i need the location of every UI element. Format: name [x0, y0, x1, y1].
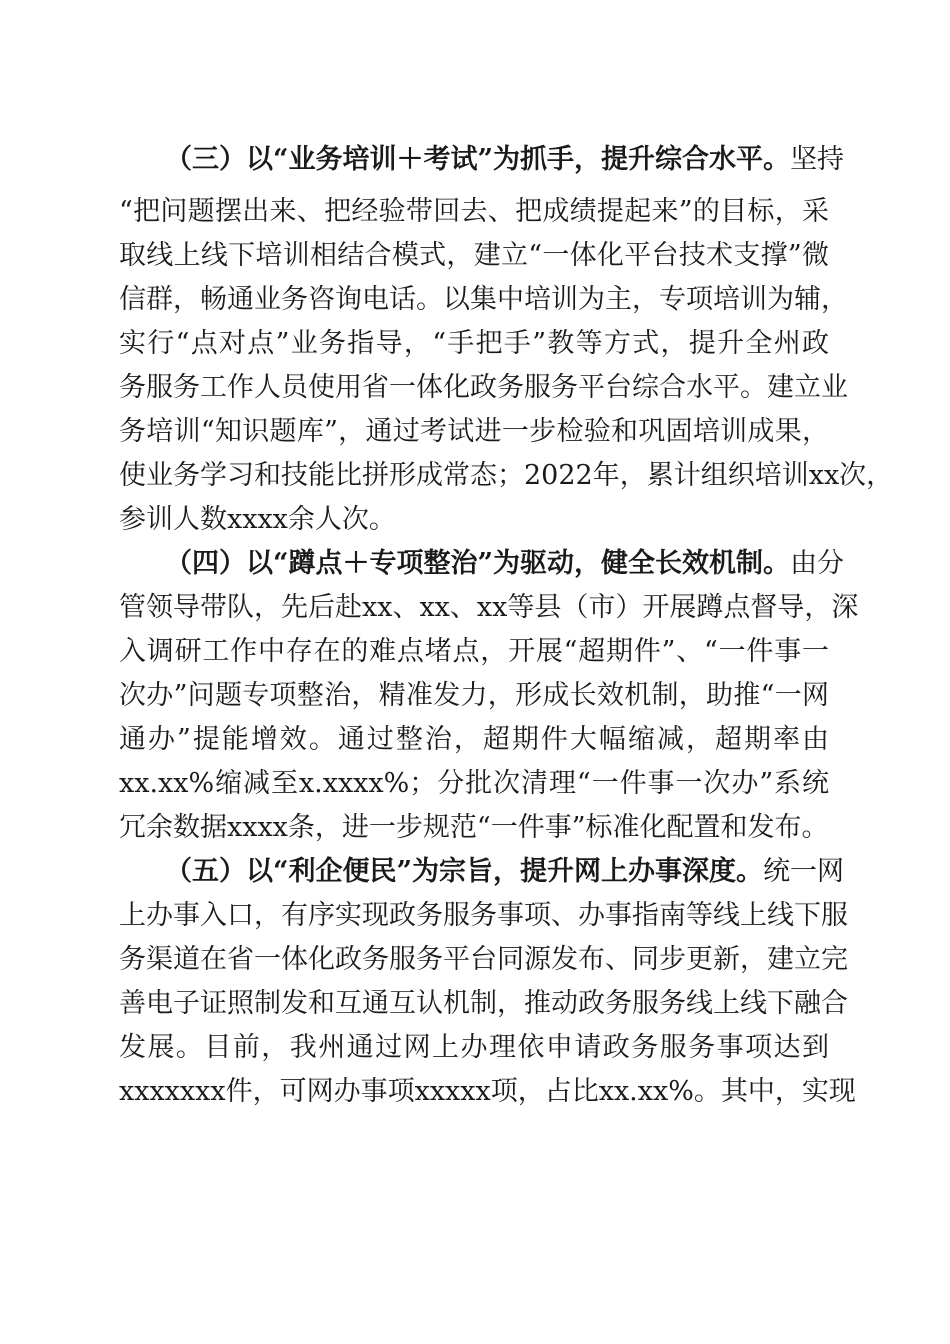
paragraph-4-line-1: [165, 544, 845, 584]
paragraph-4-line-6: xx.xx%缩减至x.xxxx%；分批次清理“一件事一次办”系统: [119, 768, 829, 799]
paragraph-4-line-7: 冗余数据xxxx条，进一步规范“一件事”标准化配置和发布。: [119, 812, 829, 843]
paragraph-5-line-5: 发展。目前，我州通过网上办理依申请政务服务事项达到: [119, 1032, 829, 1063]
paragraph-3-line-3: 取线上线下培训相结合模式，建立“一体化平台技术支撑”微: [119, 240, 829, 271]
paragraph-4-line-4: 次办”问题专项整治，精准发力，形成长效机制，助推“一网: [119, 680, 829, 711]
paragraph-3-heading: （三）以“业务培训＋考试”为抓手，提升综合水平。: [165, 144, 791, 175]
paragraph-3-line-5: 实行“点对点”业务指导，“手把手”教等方式，提升全州政: [119, 328, 829, 359]
paragraph-3-line-9: 参训人数xxxx余人次。: [119, 504, 396, 535]
paragraph-3-line-2: “把问题摆出来、把经验带回去、把成绩提起来”的目标，采: [119, 196, 829, 227]
paragraph-3-line-4: 信群，畅通业务咨询电话。以集中培训为主，专项培训为辅，: [119, 284, 848, 315]
paragraph-5-line-6: xxxxxxx件，可网办事项xxxxx项，占比xx.xx%。其中，实现: [119, 1076, 856, 1107]
paragraph-3-line-8: 使业务学习和技能比拼形成常态；2022年，累计组织培训xx次，: [119, 460, 894, 491]
paragraph-3-line-7: 务培训“知识题库”，通过考试进一步检验和巩固培训成果，: [119, 416, 829, 447]
paragraph-5-heading: （五）以“利企便民”为宗旨，提升网上办事深度。: [165, 856, 764, 887]
paragraph-3-line-6: 务服务工作人员使用省一体化政务服务平台综合水平。建立业: [119, 372, 848, 403]
paragraph-5-line-2: 上办事入口，有序实现政务服务事项、办事指南等线上线下服: [119, 900, 848, 931]
paragraph-5-line-1-text: 统一网: [763, 856, 845, 887]
paragraph-3-line-1: [165, 140, 845, 180]
paragraph-4-heading: （四）以“蹲点＋专项整治”为驱动，健全长效机制。: [165, 548, 791, 579]
paragraph-4-line-5: 通办”提能增效。通过整治，超期件大幅缩减，超期率由: [119, 724, 829, 755]
paragraph-4-line-3: 入调研工作中存在的难点堵点，开展“超期件”、“一件事一: [119, 636, 829, 667]
paragraph-3-line-1-text: 坚持: [790, 144, 845, 175]
paragraph-4-line-1-text: 由分: [790, 548, 845, 579]
paragraph-5-line-3: 务渠道在省一体化政务服务平台同源发布、同步更新，建立完: [119, 944, 848, 975]
paragraph-4-line-2: 管领导带队，先后赴xx、xx、xx等县（市）开展蹲点督导，深: [119, 592, 859, 623]
paragraph-5-line-4: 善电子证照制发和互通互认机制，推动政务服务线上线下融合: [119, 988, 848, 1019]
paragraph-5-line-1: [165, 852, 845, 892]
